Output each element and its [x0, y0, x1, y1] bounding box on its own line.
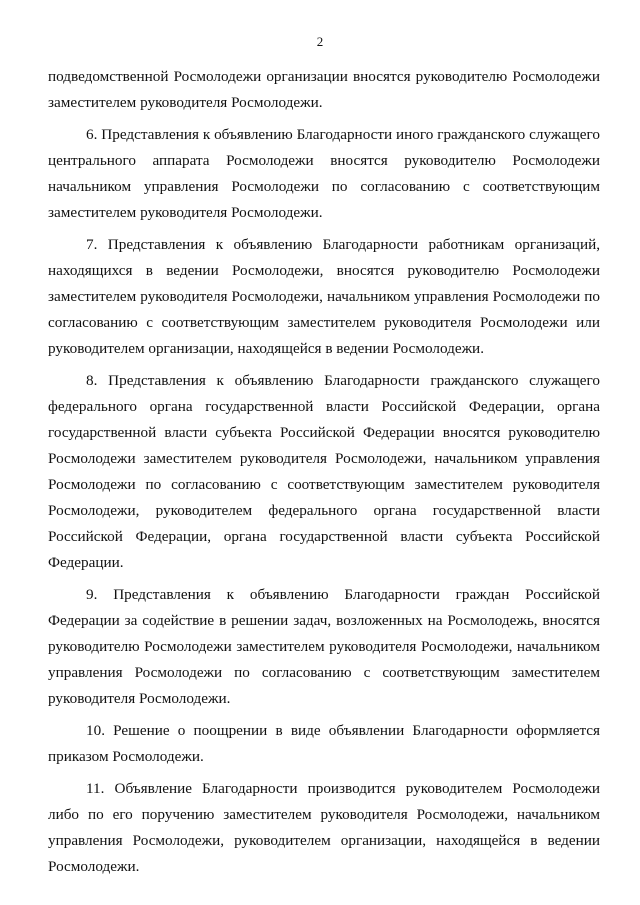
page-number: 2 [316, 34, 324, 49]
paragraph-continuation: подведомственной Росмолодежи организации вносятся руководителю Росмолодежи заместителем руководителя Росмолодежи. [48, 68, 600, 111]
document-body [48, 64, 600, 886]
paragraph-item-11: 11. Объявление Благодарности производится руководителем Росмолодежи либо по его поручению заместителем руководителя Росмолодежи, начальником управления Росмолодежи, руководителем организации, находящейся в ведении Росмолодежи. [48, 780, 600, 875]
paragraph-item-10: 10. Решение о поощрении в виде объявлении Благодарности оформляется приказом Росмолодежи. [48, 722, 600, 765]
paragraph-item-7: 7. Представления к объявлению Благодарности работникам организаций, находящихся в ведении Росмолодежи, вносятся руководителю Росмолодежи заместителем руководителя Росмолодежи, начальником управления Росмолодежи по согласованию с соответствующим заместителем руководителя Росмолодежи или руководителем организации, находящейся в ведении Росмолодежи. [48, 236, 600, 357]
paragraph-item-8: 8. Представления к объявлению Благодарности гражданского служащего федерального органа государственной власти Российской Федерации, органа государственной власти субъекта Российской Федерации вносятся руководителю Росмолодежи заместителем руководителя Росмолодежи, начальником управления Росмолодежи по согласованию с соответствующим заместителем руководителя Росмолодежи, руководителем федерального органа государственной власти Российской Федерации, органа государственной власти субъекта Российской Федерации. [48, 372, 600, 571]
paragraph-item-9: 9. Представления к объявлению Благодарности граждан Российской Федерации за содействие в решении задач, возложенных на Росмолодежь, вносятся руководителю Росмолодежи заместителем руководителя Росмолодежи, начальником управления Росмолодежи по согласованию с соответствующим заместителем руководителя Росмолодежи. [48, 586, 600, 707]
paragraph-item-6: 6. Представления к объявлению Благодарности иного гражданского служащего центрального аппарата Росмолодежи вносятся руководителю Росмолодежи начальником управления Росмолодежи по согласованию с соответствующим заместителем руководителя Росмолодежи. [48, 126, 600, 221]
